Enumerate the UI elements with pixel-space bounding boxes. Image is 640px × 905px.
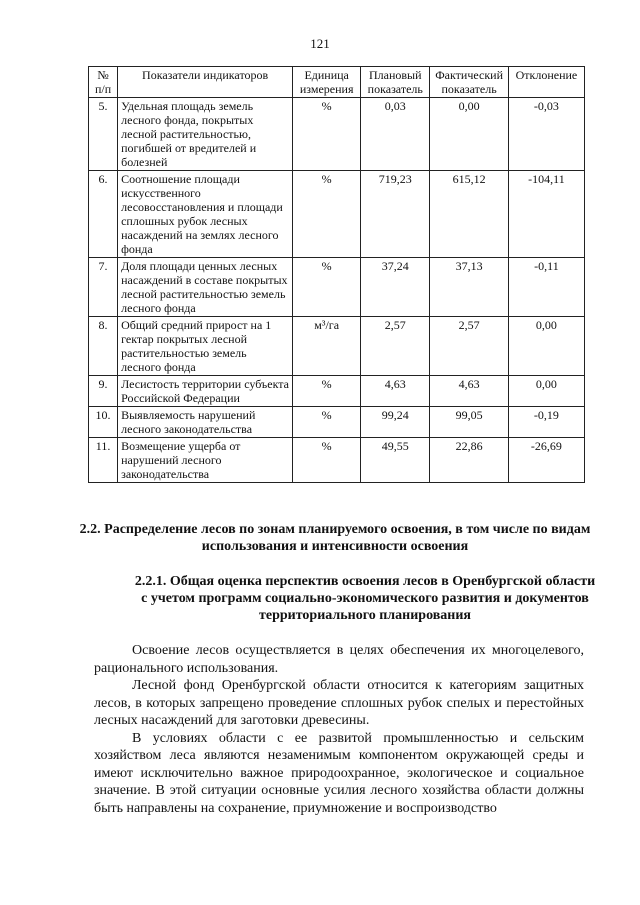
table-row <box>89 258 585 317</box>
header-num: № п/п <box>89 67 118 98</box>
row-deviation: -104,11 <box>508 171 584 258</box>
section-2-2-1-heading: 2.2.1. Общая оценка перспектив освоения лесов в Оренбургской области с учетом программ социально-экономического развития и документов территориального планирования <box>134 574 596 623</box>
paragraph: Освоение лесов осуществляется в целях обеспечения их многоцелевого, рационального использования. <box>94 643 584 676</box>
row-num: 7. <box>89 258 118 317</box>
row-num: 5. <box>89 98 118 171</box>
row-name: Доля площади ценных лесных насаждений в составе покрытых лесной растительностью земель лесного фонда <box>118 258 293 317</box>
row-name: Удельная площадь земель лесного фонда, покрытых лесной растительностью, погибшей от вредителей и болезней <box>118 98 293 171</box>
row-name: Общий средний прирост на 1 гектар покрытых лесной растительностью земель лесного фонда <box>118 317 293 376</box>
table-row <box>89 407 585 438</box>
row-fact: 0,00 <box>430 98 509 171</box>
row-deviation: -26,69 <box>508 438 584 483</box>
row-fact: 37,13 <box>430 258 509 317</box>
row-unit: % <box>293 438 361 483</box>
row-plan: 719,23 <box>361 171 430 258</box>
row-name: Выявляемость нарушений лесного законодательства <box>118 407 293 438</box>
row-deviation: -0,03 <box>508 98 584 171</box>
table-header-row <box>89 67 585 98</box>
section-2-2-heading: 2.2. Распределение лесов по зонам планируемого освоения, в том числе по видам использования и интенсивности освоения <box>79 522 591 554</box>
row-plan: 0,03 <box>361 98 430 171</box>
table-row <box>89 98 585 171</box>
row-deviation: -0,19 <box>508 407 584 438</box>
row-name: Соотношение площади искусственного лесовосстановления и площади сплошных рубок лесных насаждений на землях лесного фонда <box>118 171 293 258</box>
row-num: 11. <box>89 438 118 483</box>
indicators-table <box>88 66 585 483</box>
row-num: 10. <box>89 407 118 438</box>
row-fact: 615,12 <box>430 171 509 258</box>
header-plan: Плановый показатель <box>361 67 430 98</box>
row-unit: % <box>293 376 361 407</box>
paragraph: Лесной фонд Оренбургской области относится к категориям защитных лесов, в которых запрещено проведение сплошных рубок спелых и перестойных лесных насаждений для заготовки древесины. <box>94 678 584 728</box>
row-plan: 49,55 <box>361 438 430 483</box>
row-unit: % <box>293 407 361 438</box>
row-num: 9. <box>89 376 118 407</box>
table-row <box>89 317 585 376</box>
row-name: Возмещение ущерба от нарушений лесного законодательства <box>118 438 293 483</box>
row-plan: 37,24 <box>361 258 430 317</box>
header-deviation: Отклонение <box>508 67 584 98</box>
row-unit: м³/га <box>293 317 361 376</box>
row-deviation: 0,00 <box>508 376 584 407</box>
header-fact: Фактический показатель <box>430 67 509 98</box>
row-deviation: 0,00 <box>508 317 584 376</box>
row-fact: 22,86 <box>430 438 509 483</box>
table-row <box>89 438 585 483</box>
page-number: 121 <box>310 36 330 51</box>
row-name: Лесистость территории субъекта Российской Федерации <box>118 376 293 407</box>
row-plan: 4,63 <box>361 376 430 407</box>
row-unit: % <box>293 171 361 258</box>
header-name: Показатели индикаторов <box>118 67 293 98</box>
header-unit: Единица измерения <box>293 67 361 98</box>
row-plan: 99,24 <box>361 407 430 438</box>
paragraph: В условиях области с ее развитой промышленностью и сельским хозяйством леса являются незаменимым компонентом окружающей среды и имеют исключительно важное природоохранное, экологическое и социальное значение. В этой ситуации основные усилия лесного хозяйства области должны быть направлены на сохранение, приумножение и воспроизводство <box>94 730 584 816</box>
row-plan: 2,57 <box>361 317 430 376</box>
table-row <box>89 376 585 407</box>
row-deviation: -0,11 <box>508 258 584 317</box>
body-text <box>94 642 584 817</box>
row-fact: 2,57 <box>430 317 509 376</box>
table-row <box>89 171 585 258</box>
row-unit: % <box>293 98 361 171</box>
row-fact: 99,05 <box>430 407 509 438</box>
row-num: 8. <box>89 317 118 376</box>
row-unit: % <box>293 258 361 317</box>
row-num: 6. <box>89 171 118 258</box>
row-fact: 4,63 <box>430 376 509 407</box>
